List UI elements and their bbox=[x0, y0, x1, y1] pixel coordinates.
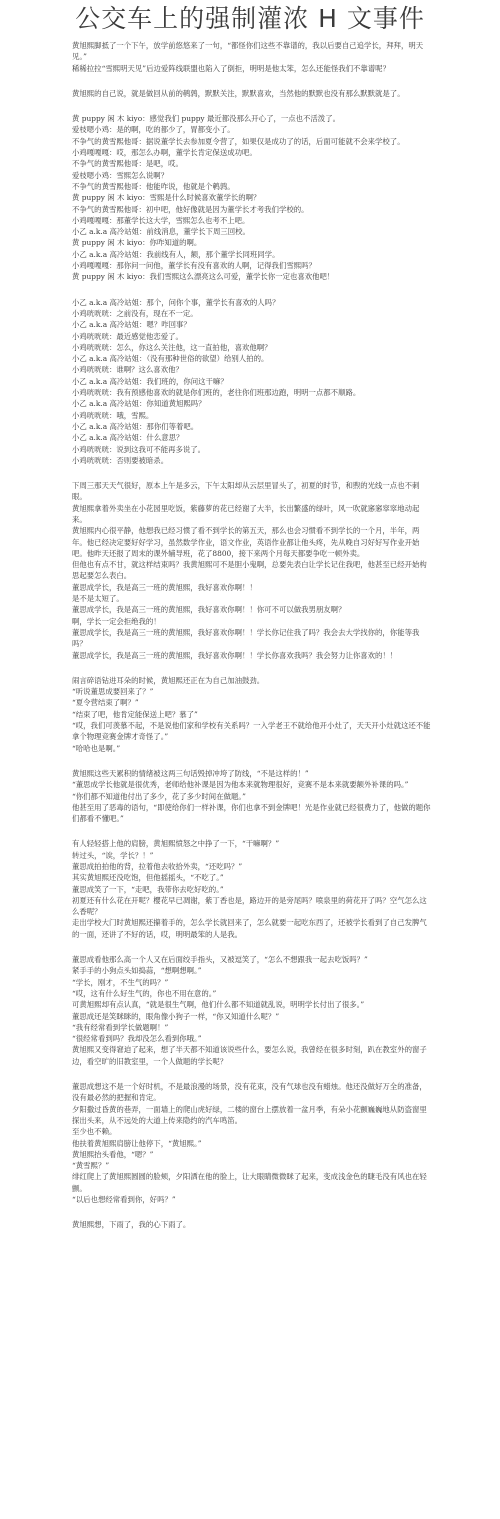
chat-line: 小乙 a.k.a 高冷站姐：你知道黄旭熙吗？ bbox=[72, 399, 206, 409]
chat-line: 小乙 a.k.a 高冷站姐：我们班的，你问这干嘛？ bbox=[72, 376, 228, 386]
chat-line: 不争气的黄雪熙他哥：初中吧，他好像就是因为董学长才考我们学校的。 bbox=[72, 204, 309, 214]
chat-line: 小鸡嘎嘎嘎：那你问一问他，董学长有没有喜欢的人啊，记得我们雪熙吗？ bbox=[72, 261, 316, 271]
paragraph: 董思成学长，我是高三一班的黄旭熙，我好喜欢你啊！！学长你喜欢我吗？我会努力让你喜欢的！！ bbox=[72, 650, 398, 660]
text-section bbox=[72, 838, 432, 940]
paragraph: “我有经常看到学长做题啊！” bbox=[72, 1022, 169, 1032]
paragraph: 下周三那天天气很好，原本上午是多云，下午太阳却从云层里冒头了，初夏的时节，和煦的光线一点也不刺眼。 bbox=[72, 481, 420, 502]
chat-line: 小鸡咣咣咣：说到这我可不能再多说了。 bbox=[72, 444, 206, 454]
chat-line: 黄 puppy 闲 木 kiyo：雪熙是什么时候喜欢董学长的啊？ bbox=[72, 193, 261, 203]
chat-line: 黄 puppy 闲 木 kiyo：我们雪熙这么漂亮这么可爱，董学长你一定也喜欢他吧！ bbox=[72, 272, 335, 282]
paragraph: “很经常看到吗？我却没怎么看到你哦。” bbox=[72, 1034, 202, 1044]
paragraph: “董思成学长他就是很优秀，老师给他补课是因为他本来就物理很好，竞赛不是本来就要额外补课的吗。” bbox=[72, 780, 409, 790]
chat-log-section bbox=[72, 113, 432, 282]
chat-line: 不争气的黄雪熙他哥：据说董学长去参加夏令营了，如果仅是成功了的话，后面可能就不会来学校了。 bbox=[72, 136, 405, 146]
closing-line: 黄旭熙想，下雨了，我的心下雨了。 bbox=[72, 1220, 191, 1230]
chat-line: 爱枝嗯小鸡：雪熙怎么说啊？ bbox=[72, 170, 169, 180]
chat-line: 小乙 a.k.a 高冷站姐：前线消息，董学长下周三回校。 bbox=[72, 227, 250, 237]
paragraph: 黄旭熙又变得窘迫了起来，想了半天都不知道该说些什么，要怎么说，我曾经在很多时刻，趴在教室外的窗子边，看空旷的旧教室里，一个人做题的学长呢？ bbox=[72, 1045, 427, 1066]
chat-line: 不争气的黄雪熙他哥：他能咋说，他就是个鹌鹑。 bbox=[72, 181, 235, 191]
text-section bbox=[72, 675, 432, 754]
paragraph: 黄旭熙拿着外卖坐在小花园里吃饭，紫藤萝的花已经谢了大半，长出繁盛的绿叶，风一吹就窸窸窣窣地动起来。 bbox=[72, 503, 420, 524]
paragraph: 转过头，“诶，学长？！” bbox=[72, 850, 154, 860]
paragraph: 其实黄旭熙还没吃饱，但他摇摇头，“不吃了。” bbox=[72, 873, 224, 883]
paragraph: 夕阳撒过昏黄的巷弄，一面墙上的爬山虎好绿，二楼的窗台上摆放着一盆月季，有朵小花颤巍巍地从防盗窗里探出头来，从不远处的大道上传来隐约的汽车鸣笛。 bbox=[72, 1104, 427, 1125]
paragraph: 紧手手的小狗点头如捣蒜，“想啊想啊。” bbox=[72, 966, 202, 976]
paragraph: 有人轻轻搭上他的肩膀，黄旭熙愤怒之中挣了一下，“干嘛啊？” bbox=[72, 839, 280, 849]
chat-line: 不争气的黄雪熙他哥：是吧，哎。 bbox=[72, 159, 183, 169]
paragraph: 黄旭熙脚抵了一个下午，放学前悠悠来了一句，“都怪你们这些不靠谱的，我以后要自己追学长，拜拜，明天见。” bbox=[72, 41, 424, 62]
paragraph: 可黄旭熙却有点认真，“就是很生气啊，他们什么都不知道就乱说，明明学长付出了很多。” bbox=[72, 1000, 365, 1010]
paragraph: “听说董思成要回来了？” bbox=[72, 687, 154, 697]
chat-line: 小鸡咣咣咣：谁啊？这么喜欢他？ bbox=[72, 365, 183, 375]
chat-line: 小乙 a.k.a 高冷站姐：我前线有人，额，那个董学长同班同学。 bbox=[72, 249, 280, 259]
chat-line: 小鸡咣咣咣：最近感觉他恋爱了。 bbox=[72, 331, 183, 341]
chat-line: 小鸡咣咣咣：哦，雪熙。 bbox=[72, 410, 154, 420]
paragraph: 初夏还有什么花在开呢？樱花早已凋谢，紫丁香也是，路边开的是旁尾吗？喷泉里的荷花开了吗？空气怎么这么香呢？ bbox=[72, 895, 427, 917]
scanned-text-body bbox=[72, 40, 432, 1510]
text-section bbox=[72, 768, 432, 824]
paragraph: “你们都不知道他付出了多少，花了多少时间在做题。” bbox=[72, 791, 246, 801]
paragraph: 黄旭熙这些天累积的情绪被这两三句话毁掉冲垮了防线，“不是这样的！” bbox=[72, 768, 309, 778]
paragraph: “学长，刚才，不生气的吗？” bbox=[72, 977, 169, 987]
paragraph: “以后也想经常看到你，好吗？” bbox=[72, 1195, 176, 1205]
chat-line: 小乙 a.k.a 高冷站姐：什么意思？ bbox=[72, 433, 184, 443]
paragraph: 黄旭熙内心很平静，他想我已经习惯了看不到学长的第五天，那么也会习惯看不到学长的一个月，半年，两年。他已经决定要好好学习，虽然数学作业，语文作业，英语作业都让他头疼，先从晚自习好好写作业开始吧。他昨天还报了周末的课外辅导班，花了8800，接下来两个月每天都要争吃一顿外卖。 bbox=[72, 526, 420, 558]
text-section bbox=[72, 1081, 432, 1205]
paragraph: “哎，我们可羡慕不起，不是说他们家和学校有关系吗？一入学老王不就给他开小灶了，天天开小灶就这还不能拿个物理竞赛金牌才奇怪了。” bbox=[72, 721, 431, 742]
paragraph: 至少也不赖。 bbox=[72, 1127, 117, 1137]
chat-line: 黄 puppy 闲 木 kiyo：感觉我们 puppy 最近都没那么开心了，一点也不活泼了。 bbox=[72, 114, 340, 124]
paragraph: 闹言碎语钻进耳朵的时候，黄旭熙还正在为自己加油鼓劲。 bbox=[72, 675, 265, 685]
paragraph: 黄旭熙的自己说，就是做回从前的鹌鹑，默默关注，默默喜欢，当然他的默默也没有那么默默就是了。 bbox=[72, 88, 405, 98]
paragraph: 绯红爬上了黄旭熙圆圆的脸颊，夕阳洒在他的脸上，让大眼睛微微眯了起来，变成浅金色的睫毛没有风也在轻颤。 bbox=[72, 1172, 427, 1193]
chat-line: 小鸡咣咣咣：否则要被暗杀。 bbox=[72, 455, 169, 465]
document-title: 公交车上的强制灌浓 H 文事件 bbox=[75, 4, 425, 33]
paragraph: “结束了吧，他肯定能保送上吧？慕了” bbox=[72, 709, 198, 719]
chat-line: 小乙 a.k.a 高冷站姐：嗯？咋回事？ bbox=[72, 320, 191, 330]
paragraph: 董思成笑了一下，“走吧，我带你去吃好吃的。” bbox=[72, 884, 224, 894]
paragraph: “夏令营结束了啊？” bbox=[72, 698, 139, 708]
paragraph: 董思成还是笑眯眯的，眼角像小狗子一样，“你又知道什么呢？” bbox=[72, 1011, 280, 1021]
paragraph: 他甚至用了恶毒的语句，“即使给你们一样补课，你们也拿不到金牌吧！光是作业就已经很费力了，他做的题你们都看不懂吧。” bbox=[72, 802, 431, 824]
paragraph: 黄旭熙抬头看他，“嗯？” bbox=[72, 1149, 154, 1159]
chat-line: 小鸡咣咣咣：怎么，你这么关注他，这一直拍他，喜欢他啊？ bbox=[72, 342, 272, 352]
paragraph: 是不是太短了。 bbox=[72, 594, 124, 604]
paragraph: 啊，学长一定会拒绝我的！ bbox=[72, 616, 161, 626]
paragraph: “哎，这有什么好生气的，你也不用在意的。” bbox=[72, 988, 217, 998]
paragraph: 他扶着黄旭熙肩膀让他停下，“黄旭熙。” bbox=[72, 1138, 202, 1148]
chat-line: 小鸡咣咣咣：之前没有，现在不一定。 bbox=[72, 308, 198, 318]
chat-line: 爱枝嗯小鸡：是的啊，吃的都少了，胃都变小了。 bbox=[72, 125, 235, 135]
chat-line: 黄 puppy 闲 木 kiyo：你咋知道的啊。 bbox=[72, 238, 202, 248]
text-section bbox=[72, 954, 432, 1067]
paragraph: 董思成学长，我是高三一班的黄旭熙，我好喜欢你啊！！你可不可以做我男朋友啊？ bbox=[72, 605, 346, 615]
chat-log-section bbox=[72, 297, 432, 466]
chat-line: 小鸡嘎嘎嘎：那董学长这大学，雪熙怎么也考不上吧。 bbox=[72, 215, 250, 225]
paragraph: 但他也有点不甘，就这样结束吗？我黄旭熙可不是胆小鬼啊，总要先表白让学长记住我吧，他甚至已经开始构思起要怎么表白。 bbox=[72, 560, 427, 581]
paragraph: 董思成想这不是一个好时机，不是最浪漫的场景，没有花束，没有气球也没有蜡烛。他还没做好万全的准备，没有最必然的把握和肯定。 bbox=[72, 1082, 427, 1103]
paragraph: 董思成看他那么高一个人又在后面绞手指头，又被逗笑了，“怎么不想跟我一起去吃饭吗？” bbox=[72, 955, 368, 965]
chat-line: 小乙 a.k.a 高冷站姐：那个，问你个事，董学长有喜欢的人吗？ bbox=[72, 297, 280, 307]
chat-line: 小乙 a.k.a 高冷站姐：那你们等着吧。 bbox=[72, 421, 199, 431]
paragraph: “哈哈也是啊。” bbox=[72, 743, 121, 753]
paragraph: 董思成学长，我是高三一班的黄旭熙，我好喜欢你啊！！学长你记住我了吗？我会去大学找你的，你能等我吗？ bbox=[72, 627, 420, 649]
paragraph: 董思成学长，我是高三一班的黄旭熙，我好喜欢你啊！！ bbox=[72, 582, 257, 592]
paragraph: 董思成拍拍他的背，拉着他去收拾外卖，“还吃吗？” bbox=[72, 862, 243, 871]
text-section bbox=[72, 88, 432, 99]
text-section bbox=[72, 480, 432, 661]
paragraph: 稀稀拉拉“雪熙明天见”后边爱阵线联盟也陷入了倒拒，明明是他太笨，怎么还能怪我们不靠谱呢？ bbox=[72, 63, 390, 73]
chat-line: 小鸡咣咣咣：我有预感他喜欢的就是你们班的，老往你们班那边跑，明明一点都不顺路。 bbox=[72, 388, 361, 398]
paragraph: “黄雪熙？” bbox=[72, 1161, 110, 1171]
text-section bbox=[72, 1219, 432, 1230]
paragraph: 走出学校大门时黄旭熙还攥着手的，怎么学长就回来了，怎么就要一起吃东西了，还被学长看到了自己发脾气的一面，还讲了不好的话，哎，明明最笨的人是我。 bbox=[72, 918, 427, 939]
chat-line: 小鸡嘎嘎嘎：哎，那怎么办啊，董学长肯定保送成功吧。 bbox=[72, 148, 257, 158]
chat-line: 小乙 a.k.a 高冷站姐：（没有那种世俗的欲望）给别人拍的。 bbox=[72, 354, 269, 364]
text-section bbox=[72, 40, 432, 74]
